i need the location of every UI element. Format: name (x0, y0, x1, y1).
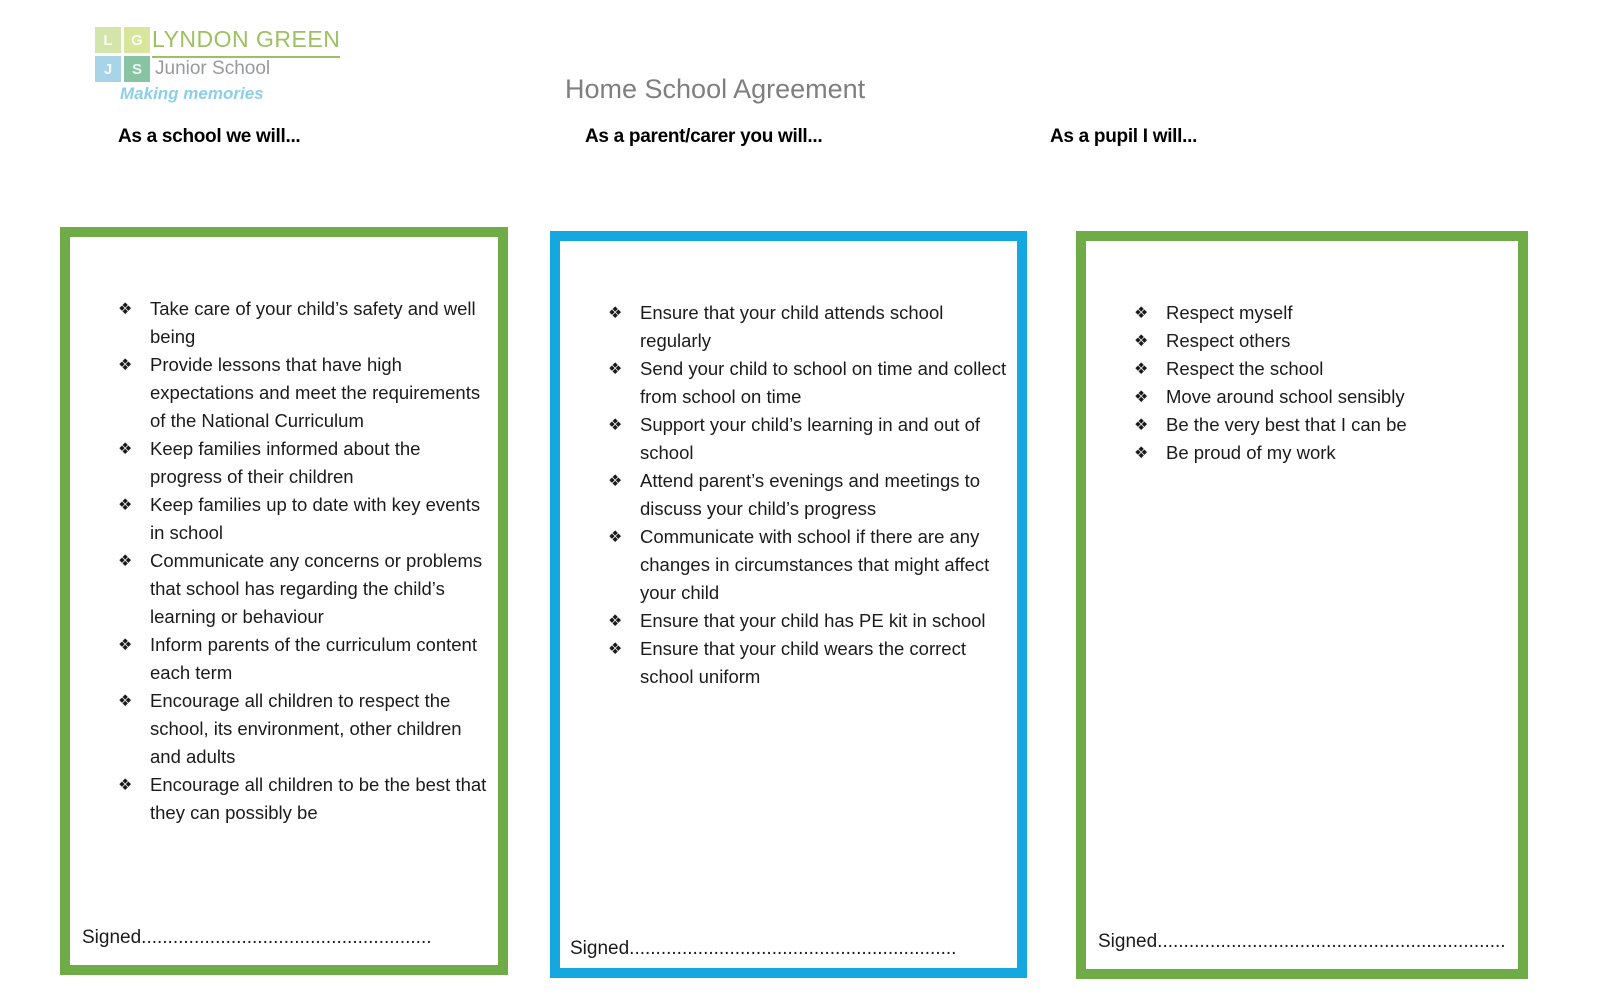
school-commitments-box (60, 227, 508, 975)
school-logo-icon (95, 27, 150, 82)
list-item-text: Attend parent’s evenings and meetings to discuss your child’s progress (640, 470, 981, 519)
diamond-bullet-icon: ❖ (1134, 387, 1149, 406)
list-item (608, 607, 1014, 635)
diamond-bullet-icon: ❖ (608, 471, 623, 490)
heading-pupil-column: As a pupil I will... (1050, 126, 1198, 147)
list-item-text: Respect the school (1166, 358, 1324, 379)
list-item (1134, 327, 1504, 355)
list-item (608, 411, 1014, 467)
list-item-text: Provide lessons that have high expectations and meet the requirements of the National Curriculum (150, 354, 481, 431)
diamond-bullet-icon: ❖ (118, 495, 133, 514)
pupil-commitments-list (1134, 299, 1504, 467)
list-item (1134, 355, 1504, 383)
list-item (118, 435, 496, 491)
diamond-bullet-icon: ❖ (1134, 303, 1149, 322)
diamond-bullet-icon: ❖ (608, 303, 623, 322)
diamond-bullet-icon: ❖ (1134, 331, 1149, 350)
list-item (1134, 299, 1504, 327)
list-item-text: Keep families up to date with key events in school (150, 494, 481, 543)
list-item (118, 547, 496, 631)
logo-square-l: L (95, 27, 121, 53)
heading-parent-column: As a parent/carer you will... (585, 126, 823, 147)
list-item-text: Respect others (1166, 330, 1291, 351)
list-item (118, 491, 496, 547)
list-item (118, 295, 496, 351)
diamond-bullet-icon: ❖ (1134, 415, 1149, 434)
list-item-text: Communicate any concerns or problems that school has regarding the child’s learning or behaviour (150, 550, 483, 627)
heading-school-column: As a school we will... (118, 126, 301, 147)
list-item-text: Be the very best that I can be (1166, 414, 1407, 435)
list-item (608, 467, 1014, 523)
list-item (1134, 439, 1504, 467)
diamond-bullet-icon: ❖ (118, 551, 133, 570)
list-item (608, 355, 1014, 411)
list-item-text: Be proud of my work (1166, 442, 1336, 463)
diamond-bullet-icon: ❖ (118, 355, 133, 374)
diamond-bullet-icon: ❖ (608, 639, 623, 658)
pupil-commitments-box (1076, 231, 1528, 979)
list-item-text: Ensure that your child has PE kit in school (640, 610, 986, 631)
parent-commitments-list (608, 299, 1014, 691)
parent-commitments-box (550, 231, 1027, 978)
list-item (1134, 411, 1504, 439)
list-item-text: Send your child to school on time and collect from school on time (640, 358, 1007, 407)
logo-square-g: G (124, 27, 150, 53)
list-item-text: Encourage all children to be the best that they can possibly be (150, 774, 487, 823)
list-item (608, 635, 1014, 691)
list-item-text: Take care of your child’s safety and well being (150, 298, 476, 347)
school-tagline: Making memories (120, 84, 264, 103)
logo-square-s: S (124, 56, 150, 82)
diamond-bullet-icon: ❖ (118, 635, 133, 654)
list-item-text: Support your child’s learning in and out of school (640, 414, 981, 463)
list-item (608, 523, 1014, 607)
page-title: Home School Agreement (565, 74, 866, 104)
list-item (118, 631, 496, 687)
list-item-text: Inform parents of the curriculum content each term (150, 634, 477, 683)
diamond-bullet-icon: ❖ (608, 611, 623, 630)
list-item-text: Encourage all children to respect the school, its environment, other children and adults (150, 690, 462, 767)
diamond-bullet-icon: ❖ (608, 415, 623, 434)
school-type: Junior School (155, 58, 271, 79)
list-item (118, 351, 496, 435)
signature-line: Signed.................................................................. (1098, 931, 1506, 952)
list-item-text: Keep families informed about the progress of their children (150, 438, 421, 487)
list-item (1134, 383, 1504, 411)
logo-square-j: J (95, 56, 121, 82)
diamond-bullet-icon: ❖ (608, 527, 623, 546)
list-item-text: Ensure that your child attends school regularly (640, 302, 944, 351)
list-item-text: Ensure that your child wears the correct school uniform (640, 638, 966, 687)
list-item-text: Communicate with school if there are any changes in circumstances that might affect your child (640, 526, 990, 603)
signature-line: Signed.............................................................. (570, 938, 957, 959)
diamond-bullet-icon: ❖ (118, 775, 133, 794)
diamond-bullet-icon: ❖ (118, 691, 133, 710)
school-commitments-list (118, 295, 496, 827)
school-name: LYNDON GREEN (152, 26, 340, 58)
list-item-text: Move around school sensibly (1166, 386, 1405, 407)
list-item (608, 299, 1014, 355)
diamond-bullet-icon: ❖ (608, 359, 623, 378)
list-item-text: Respect myself (1166, 302, 1293, 323)
signature-line: Signed....................................................... (82, 927, 432, 948)
diamond-bullet-icon: ❖ (1134, 443, 1149, 462)
list-item (118, 687, 496, 771)
diamond-bullet-icon: ❖ (1134, 359, 1149, 378)
diamond-bullet-icon: ❖ (118, 299, 133, 318)
diamond-bullet-icon: ❖ (118, 439, 133, 458)
list-item (118, 771, 496, 827)
